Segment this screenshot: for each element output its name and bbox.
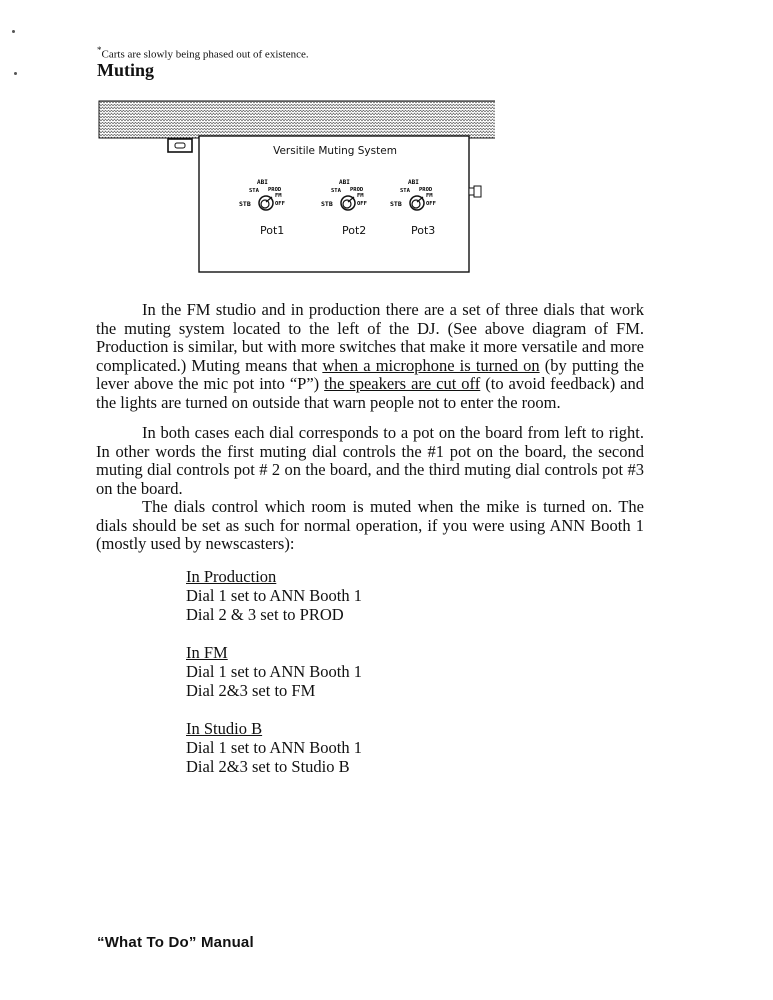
- settings-line: Dial 2&3 set to Studio B: [186, 757, 350, 776]
- dial-label-fm: FM: [275, 193, 282, 199]
- panel-connector: [469, 188, 474, 195]
- settings-group-title: In FM: [186, 643, 228, 662]
- p1-underline-mic-on: when a microphone is turned on: [322, 355, 540, 375]
- p1-underline-speakers-cut: the speakers are cut off: [324, 374, 481, 393]
- diagram-title: Versitile Muting System: [273, 145, 397, 157]
- settings-group-title: In Production: [186, 567, 277, 586]
- console-strip: [99, 101, 495, 138]
- panel-connector-tab: [474, 186, 481, 197]
- paragraph-dial-mapping: [96, 424, 644, 498]
- dial-label-abi: ABI: [339, 179, 350, 186]
- p1-text-c: (to avoid feedback) and the lights are turned on outside that warn people not to enter the room.: [96, 374, 645, 412]
- dial-label-fm: FM: [426, 193, 433, 199]
- section-heading: Muting: [97, 60, 155, 80]
- dial-label-abi: ABI: [408, 179, 419, 186]
- dial-label-prod: PROD: [350, 187, 364, 193]
- dial-label-stb: STB: [390, 200, 402, 208]
- settings-group-fm: [186, 643, 362, 700]
- footnote: [97, 45, 309, 61]
- dial-label-sta: STA: [249, 188, 259, 194]
- dial-label-stb: STB: [321, 200, 333, 208]
- indicator-light-inner: [175, 143, 185, 148]
- settings-line: Dial 1 set to ANN Booth 1: [186, 662, 362, 681]
- dial-label-off: OFF: [275, 201, 285, 207]
- p3-text: The dials control which room is muted when the mike is turned on. The dials should be set as such for normal operation, if you were using ANN Booth 1 (mostly used by newscasters):: [96, 497, 644, 553]
- scan-speck: [12, 30, 15, 33]
- p1-text-a: In the FM studio and in production there are a set of three dials that work the muting system located to the left of the DJ. (See above diagram of FM. Production is similar, but with more switches that make it more versatile and more complicated.) Muting means that: [96, 300, 644, 375]
- settings-line: Dial 2&3 set to FM: [186, 681, 316, 700]
- footnote-text: Carts are slowly being phased out of existence.: [101, 48, 309, 61]
- settings-line: Dial 1 set to ANN Booth 1: [186, 738, 362, 757]
- p1-text-b: (by putting the lever above the mic pot into “P”): [96, 355, 645, 393]
- pot-label: Pot1: [260, 224, 285, 237]
- pot-label: Pot3: [411, 224, 436, 237]
- page-footer: “What To Do” Manual: [97, 934, 254, 951]
- dial-label-fm: FM: [357, 193, 364, 199]
- footnote-marker: *: [97, 45, 102, 55]
- paragraph-muting-intro: [96, 301, 644, 412]
- dial-label-sta: STA: [331, 188, 341, 194]
- settings-line: Dial 2 & 3 set to PROD: [186, 605, 344, 624]
- dial-label-abi: ABI: [257, 179, 268, 186]
- dial-label-prod: PROD: [419, 187, 433, 193]
- paragraph-dial-settings-intro: [96, 498, 644, 554]
- dial-label-off: OFF: [357, 201, 367, 207]
- pot-label: Pot2: [342, 224, 367, 237]
- scan-speck: [14, 72, 17, 75]
- dial-label-prod: PROD: [268, 187, 282, 193]
- dial-label-off: OFF: [426, 201, 436, 207]
- dial-settings-list: [186, 567, 362, 795]
- settings-group-production: [186, 567, 362, 624]
- muting-system-diagram: [95, 98, 495, 278]
- dial-label-stb: STB: [239, 200, 251, 208]
- dial-label-sta: STA: [400, 188, 410, 194]
- settings-line: Dial 1 set to ANN Booth 1: [186, 586, 362, 605]
- settings-group-title: In Studio B: [186, 719, 263, 738]
- settings-group-studio-b: [186, 719, 362, 776]
- p2-text: In both cases each dial corresponds to a pot on the board from left to right. In other words the first muting dial controls the #1 pot on the board, the second muting dial controls pot # 2 on the board, and the third muting dial controls pot #3 on the board.: [96, 423, 644, 498]
